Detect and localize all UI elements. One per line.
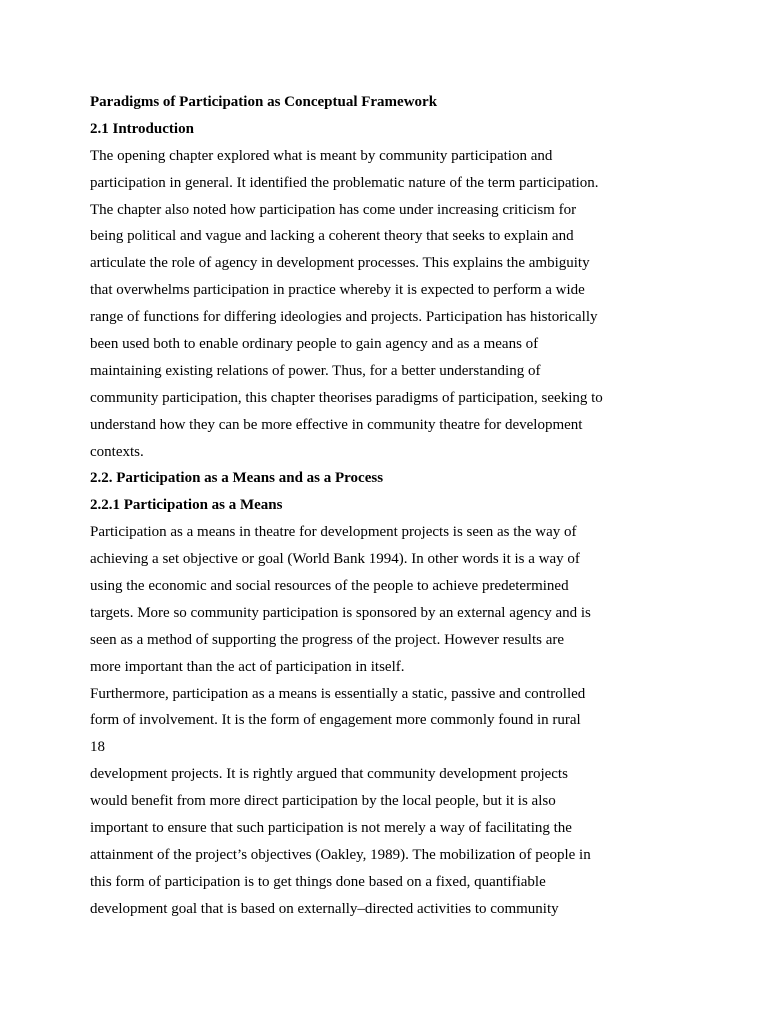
paragraph-line: maintaining existing relations of power. Thus, for a better understanding of (90, 362, 541, 379)
paragraph-line: seen as a method of supporting the progress of the project. However results are (90, 631, 565, 648)
paragraph-line: range of functions for differing ideologies and projects. Participation has historically (90, 309, 598, 326)
paragraph-line: that overwhelms participation in practice whereby it is expected to perform a wide (90, 282, 585, 299)
section-2-2-1-heading: 2.2.1 Participation as a Means (90, 497, 283, 514)
document-page (90, 89, 620, 923)
paragraph-line: more important than the act of participation in itself. (90, 658, 405, 675)
section-2-2-heading: 2.2. Participation as a Means and as a Process (90, 470, 384, 487)
paragraph-line: participation in general. It identified the problematic nature of the term participation. (90, 174, 599, 191)
paragraph-line: would benefit from more direct participation by the local people, but it is also (90, 793, 556, 810)
continuation-paragraph (90, 761, 620, 922)
means-paragraph (90, 519, 620, 680)
paragraph-line: attainment of the project’s objectives (Oakley, 1989). The mobilization of people in (90, 846, 591, 863)
paragraph-line: The opening chapter explored what is meant by community participation and (90, 147, 553, 164)
paragraph-line: Furthermore, participation as a means is essentially a static, passive and controlled (90, 685, 586, 702)
paragraph-line: contexts. (90, 443, 144, 460)
furthermore-paragraph (90, 681, 620, 735)
paragraph-line: this form of participation is to get things done based on a fixed, quantifiable (90, 873, 546, 890)
paragraph-line: targets. More so community participation is sponsored by an external agency and is (90, 604, 591, 621)
paragraph-line: Participation as a means in theatre for development projects is seen as the way of (90, 524, 577, 541)
document-title: Paradigms of Participation as Conceptual Framework (90, 94, 438, 110)
paragraph-line: The chapter also noted how participation has come under increasing criticism for (90, 201, 577, 218)
page-number: 18 (90, 739, 105, 756)
paragraph-line: form of involvement. It is the form of engagement more commonly found in rural (90, 712, 581, 729)
paragraph-line: community participation, this chapter theorises paradigms of participation, seeking to (90, 389, 603, 406)
paragraph-line: been used both to enable ordinary people to gain agency and as a means of (90, 336, 539, 353)
paragraph-line: using the economic and social resources of the people to achieve predetermined (90, 578, 569, 595)
paragraph-line: articulate the role of agency in development processes. This explains the ambiguity (90, 255, 590, 272)
paragraph-line: achieving a set objective or goal (World Bank 1994). In other words it is a way of (90, 551, 580, 568)
paragraph-line: important to ensure that such participation is not merely a way of facilitating the (90, 820, 572, 837)
intro-paragraph (90, 143, 620, 466)
paragraph-line: understand how they can be more effective in community theatre for development (90, 416, 583, 433)
section-2-1-heading: 2.1 Introduction (90, 120, 194, 137)
paragraph-line: development projects. It is rightly argued that community development projects (90, 766, 568, 783)
paragraph-line: being political and vague and lacking a coherent theory that seeks to explain and (90, 228, 574, 245)
paragraph-line: development goal that is based on externally–directed activities to community (90, 900, 559, 917)
